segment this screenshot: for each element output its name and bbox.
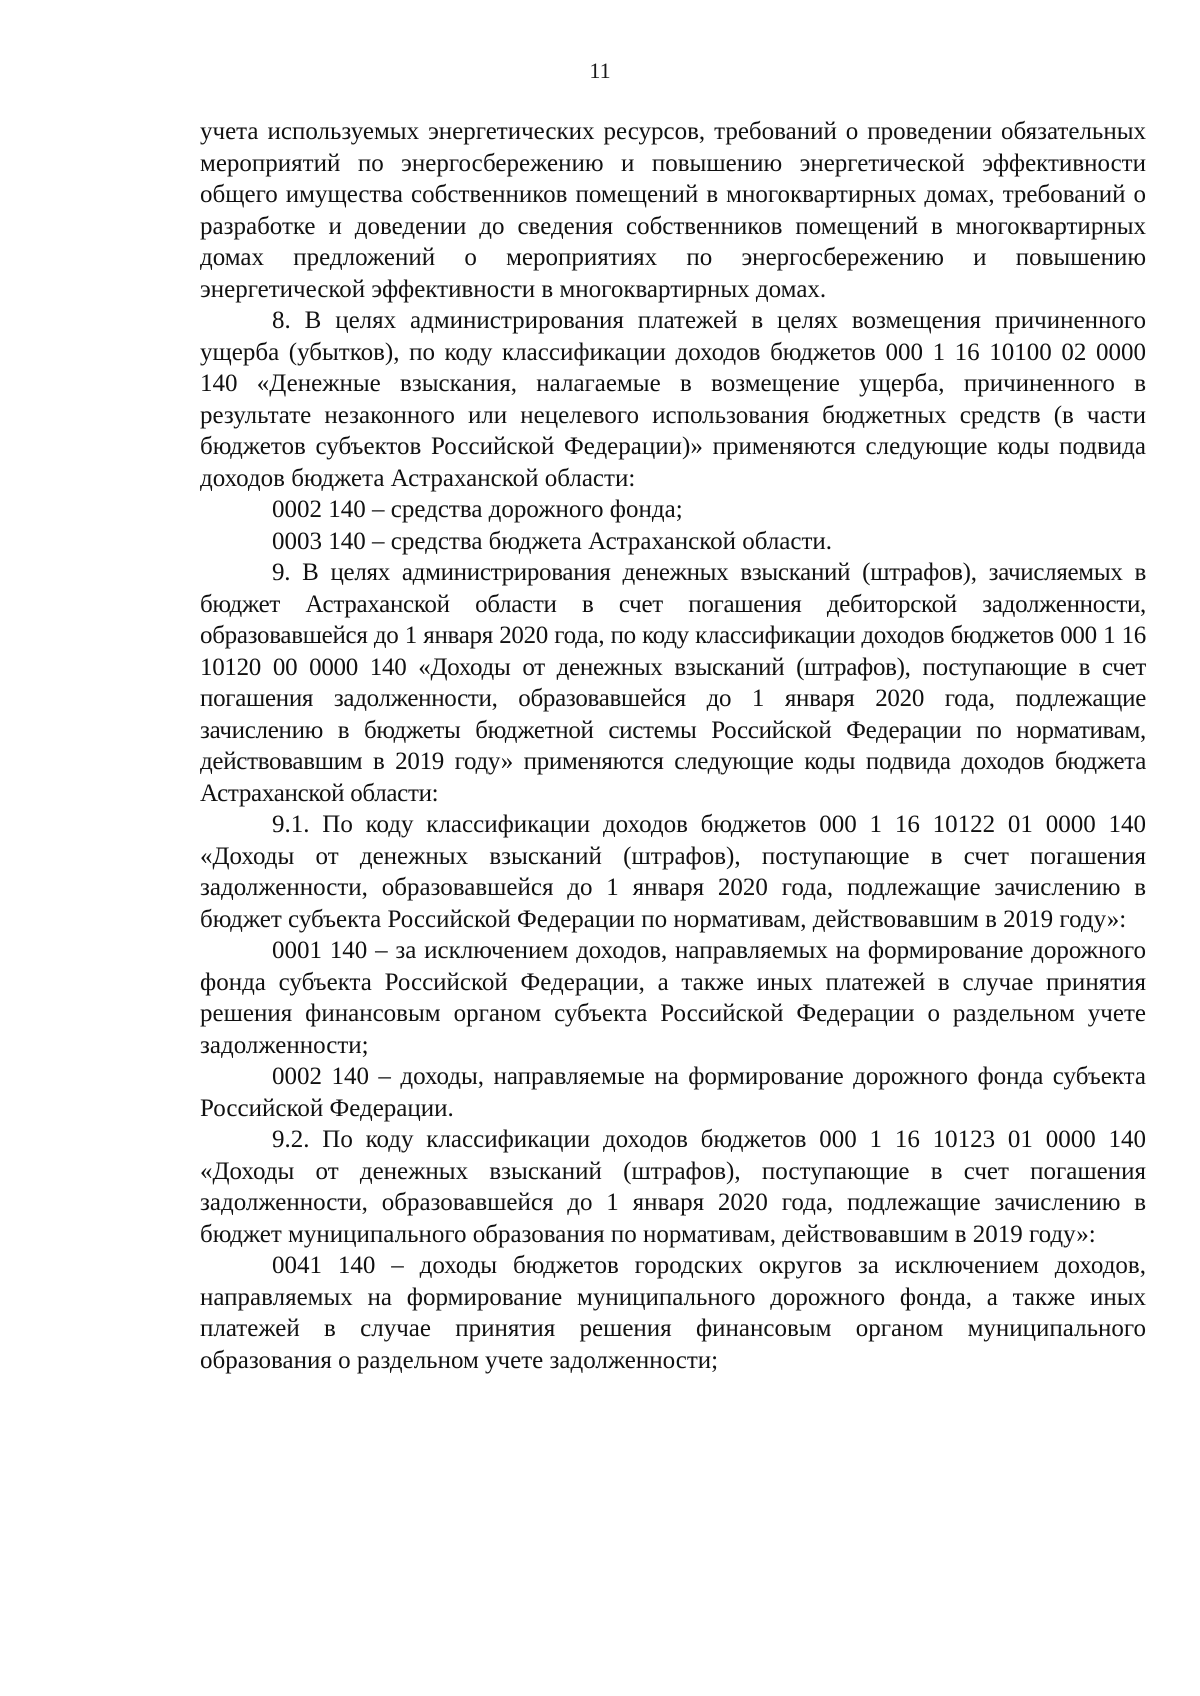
paragraph-code-0002: 0002 140 – средства дорожного фонда; [272, 496, 683, 523]
paragraph-item-9-2: 9.2. По коду классификации доходов бюджетов 000 1 16 10123 01 0000 140 «Доходы от денежных взысканий (штрафов), поступающие в счет погашения задолженности, образовавшейся до 1 января 2020 года, подлежащие зачислению в бюджет муниципального образования по нормативам, действовавшим в 2019 году»: [200, 1126, 1146, 1248]
paragraph-code-0002-road-fund: 0002 140 – доходы, направляемые на формирование дорожного фонда субъекта Российской Федерации. [200, 1063, 1146, 1122]
page-number: 11 [589, 58, 611, 83]
paragraph-item-8: 8. В целях администрирования платежей в целях возмещения причиненного ущерба (убытков), по коду классификации доходов бюджетов 000 1 16 10100 02 0000 140 «Денежные взыскания, налагаемые в возмещение ущерба, причиненного в результате незаконного или нецелевого использования бюджетных средств (в части бюджетов субъектов Российской Федерации)» применяются следующие коды подвида доходов бюджета Астраханской области: [200, 307, 1146, 492]
document-body [200, 116, 1146, 1376]
paragraph-continuation: учета используемых энергетических ресурсов, требований о проведении обязательных мероприятий по энергосбережению и повышению энергетической эффективности общего имущества собственников помещений в многоквартирных домах, требований о разработке и доведении до сведения собственников помещений в многоквартирных домах предложений о мероприятиях по энергосбережению и повышению энергетической эффективности в многоквартирных домах. [200, 118, 1146, 303]
paragraph-item-9-1: 9.1. По коду классификации доходов бюджетов 000 1 16 10122 01 0000 140 «Доходы от денежных взысканий (штрафов), поступающие в счет погашения задолженности, образовавшейся до 1 января 2020 года, подлежащие зачислению в бюджет субъекта Российской Федерации по нормативам, действовавшим в 2019 году»: [200, 811, 1146, 933]
paragraph-code-0041: 0041 140 – доходы бюджетов городских округов за исключением доходов, направляемых на формирование муниципального дорожного фонда, а также иных платежей в случае принятия решения финансовым органом муниципального образования о раздельном учете задолженности; [200, 1252, 1146, 1374]
paragraph-item-9: 9. В целях администрирования денежных взысканий (штрафов), зачисляемых в бюджет Астраханской области в счет погашения дебиторской задолженности, образовавшейся до 1 января 2020 года, по коду классификации доходов бюджетов 000 1 16 10120 00 0000 140 «Доходы от денежных взысканий (штрафов), поступающие в счет погашения задолженности, образовавшейся до 1 января 2020 года, подлежащие зачислению в бюджеты бюджетной системы Российской Федерации по нормативам, действовавшим в 2019 году» применяются следующие коды подвида доходов бюджета Астраханской области: [200, 559, 1146, 807]
paragraph-code-0001: 0001 140 – за исключением доходов, направляемых на формирование дорожного фонда субъекта Российской Федерации, а также иных платежей в случае принятия решения финансовым органом субъекта Российской Федерации о раздельном учете задолженности; [200, 937, 1146, 1059]
paragraph-code-0003: 0003 140 – средства бюджета Астраханской области. [272, 527, 833, 555]
